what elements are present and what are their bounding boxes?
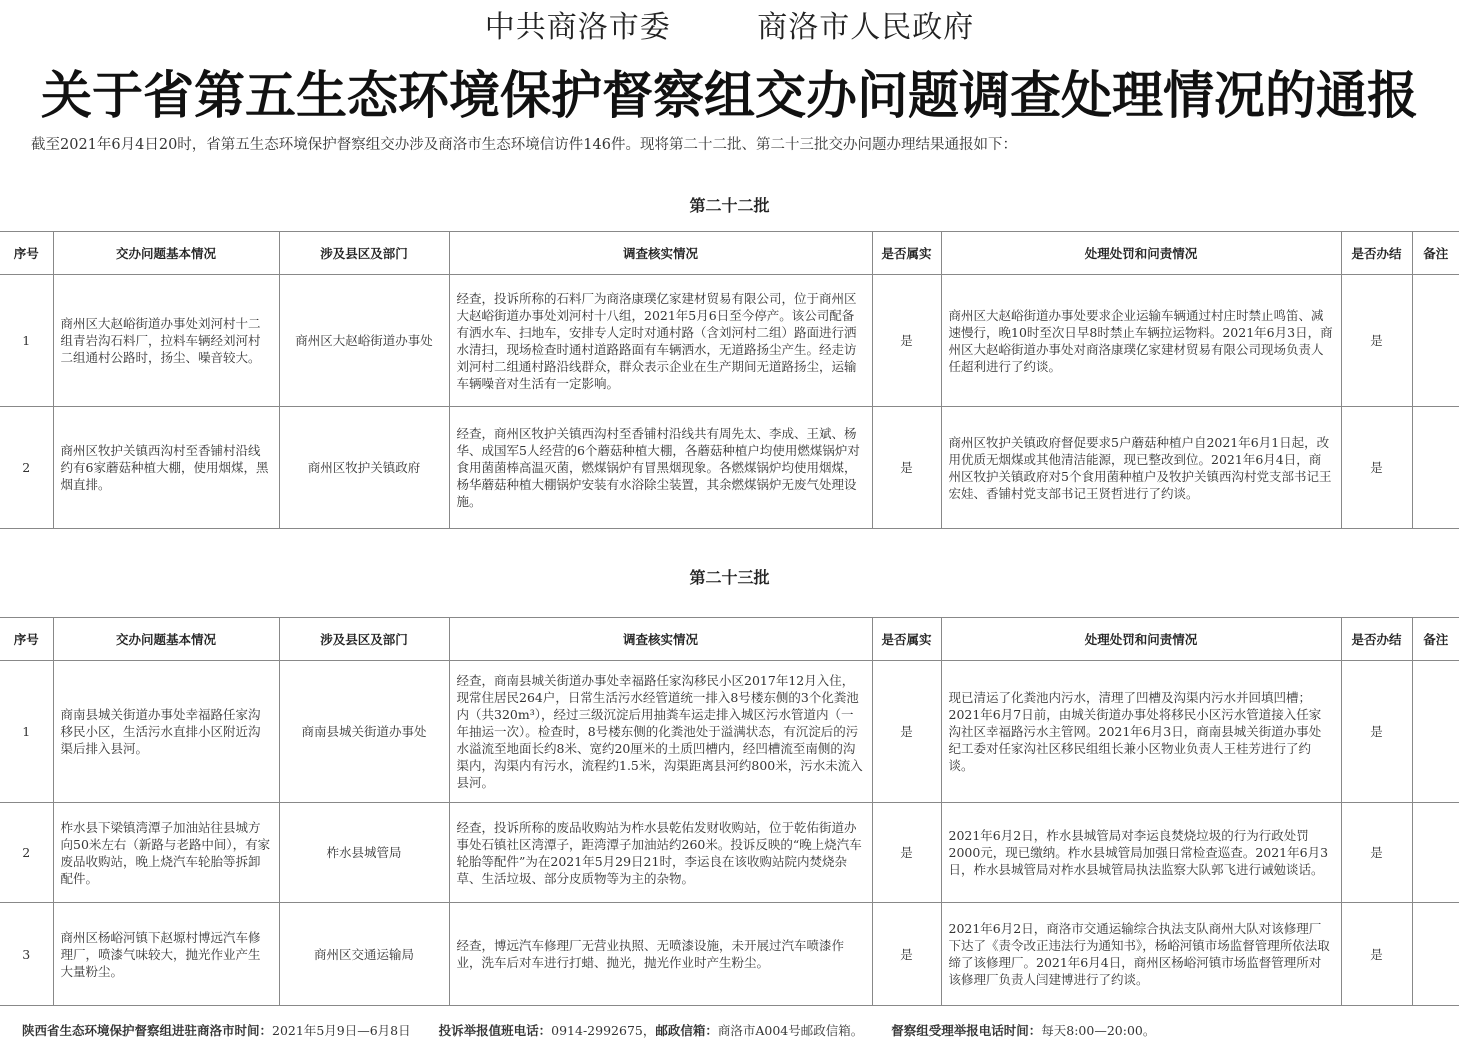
- cell-investigation: 经查，投诉所称的废品收购站为柞水县乾佑发财收购站，位于乾佑街道办事处石镇社区湾潭子，距湾潭子加油站约260米。投诉反映的“晚上烧汽车轮胎等配件”为在2021年5月29日21时，李运良在该收购站院内焚烧杂草、生活垃圾、部分皮质物等为主的杂物。: [449, 803, 872, 903]
- cell-dept: 商州区交通运输局: [279, 903, 449, 1006]
- footer-hotline-label: 投诉举报值班电话：: [438, 1023, 552, 1038]
- col-header-dept: 涉及县区及部门: [279, 618, 449, 661]
- col-header-done: 是否办结: [1341, 232, 1412, 275]
- cell-true: 是: [872, 803, 941, 903]
- cell-done: 是: [1341, 803, 1412, 903]
- col-header-issue: 交办问题基本情况: [53, 232, 279, 275]
- footer-hours-label: 督察组受理举报电话时间：: [891, 1023, 1042, 1038]
- footer-mailbox-value: 商洛市A004号邮政信箱。: [717, 1023, 864, 1038]
- footer-hours: [891, 1021, 1155, 1039]
- col-header-done: 是否办结: [1341, 618, 1412, 661]
- cell-dept: 柞水县城管局: [279, 803, 449, 903]
- footer-hotline-value: 0914-2992675，: [551, 1023, 656, 1038]
- footer-mailbox-label: 邮政信箱：: [655, 1023, 718, 1038]
- cell-investigation: 经查，博远汽车修理厂无营业执照、无喷漆设施，未开展过汽车喷漆作业，洗车后对车进行打蜡、抛光，抛光作业时产生粉尘。: [449, 903, 872, 1006]
- footer-hours-value: 每天8:00—20:00。: [1041, 1023, 1156, 1038]
- cell-handling: 商州区牧护关镇政府督促要求5户蘑菇种植户自2021年6月1日起，改用优质无烟煤或其他清洁能源，现已整改到位。2021年6月4日，商州区牧护关镇政府对5个食用菌种植户及牧护关镇西沟村党支部书记王宏娃、香铺村党支部书记王贤哲进行了约谈。: [941, 407, 1341, 529]
- cell-remark: [1412, 407, 1459, 529]
- cell-true: 是: [872, 407, 941, 529]
- batch-title-23: 第二十三批: [689, 568, 770, 587]
- cell-remark: [1412, 903, 1459, 1006]
- col-header-issue: 交办问题基本情况: [53, 618, 279, 661]
- cell-remark: [1412, 275, 1459, 407]
- cell-true: 是: [872, 661, 941, 803]
- cell-dept: 商南县城关街道办事处: [279, 661, 449, 803]
- cell-handling: 商州区大赵峪街道办事处要求企业运输车辆通过村庄时禁止鸣笛、减速慢行，晚10时至次日早8时禁止车辆拉运物料。2021年6月3日，商州区大赵峪街道办事处对商洛康璞亿家建材贸易有限公司现场负责人任超利进行了约谈。: [941, 275, 1341, 407]
- cell-dept: 商州区牧护关镇政府: [279, 407, 449, 529]
- cell-issue: 商州区大赵峪街道办事处刘河村十二组青岩沟石料厂，拉料车辆经刘河村二组通村公路时，扬尘、噪音较大。: [53, 275, 279, 407]
- cell-no: 2: [0, 407, 53, 529]
- footer-stay-period: [22, 1021, 411, 1039]
- cell-done: 是: [1341, 275, 1412, 407]
- col-header-remark: 备注: [1412, 232, 1459, 275]
- cell-remark: [1412, 803, 1459, 903]
- page-title: 关于省第五生态环境保护督察组交办问题调查处理情况的通报: [40, 67, 1418, 126]
- col-header-no: 序号: [0, 618, 53, 661]
- cell-issue: 商州区牧护关镇西沟村至香铺村沿线约有6家蘑菇种植大棚，使用烟煤，黑烟直排。: [53, 407, 279, 529]
- footer-stay-label: 陕西省生态环境保护督察组进驻商洛市时间：: [22, 1023, 273, 1038]
- cell-done: 是: [1341, 661, 1412, 803]
- cell-done: 是: [1341, 903, 1412, 1006]
- batch-table-22: [0, 231, 1459, 529]
- cell-no: 3: [0, 903, 53, 1006]
- col-header-investigation: 调查核实情况: [449, 232, 872, 275]
- cell-no: 1: [0, 661, 53, 803]
- table-row: [0, 903, 1459, 1006]
- table-header-row: [0, 618, 1459, 661]
- footer-contact-info: [22, 1021, 1442, 1039]
- batch-title-22: 第二十二批: [689, 196, 770, 215]
- footer-stay-value: 2021年5月9日—6月8日: [272, 1023, 411, 1038]
- cell-issue: 商南县城关街道办事处幸福路任家沟移民小区，生活污水直排小区附近沟渠后排入县河。: [53, 661, 279, 803]
- cell-true: 是: [872, 275, 941, 407]
- cell-no: 2: [0, 803, 53, 903]
- issuing-authorities: [0, 2, 1459, 46]
- table-row: [0, 275, 1459, 407]
- batch-table-23: [0, 617, 1459, 1006]
- col-header-no: 序号: [0, 232, 53, 275]
- col-header-remark: 备注: [1412, 618, 1459, 661]
- table-row: [0, 407, 1459, 529]
- issuer-party-committee: 中共商洛市委: [484, 10, 671, 45]
- cell-investigation: 经查，商南县城关街道办事处幸福路任家沟移民小区2017年12月入住，现常住居民264户，日常生活污水经管道统一排入8号楼东侧的3个化粪池内（共320m³），经过三级沉淀后用抽粪车运走排入城区污水管道内（一年抽运一次）。检查时，8号楼东侧的化粪池处于溢满状态，有沉淀后的污水溢流至地面长约8米、宽约20厘米的土质凹槽内，经凹槽流至南侧的沟渠内，沟渠内有污水，流程约1.5米，沟渠距离县河约800米，污水未流入县河。: [449, 661, 872, 803]
- col-header-handling: 处理处罚和问责情况: [941, 618, 1341, 661]
- table-header-row: [0, 232, 1459, 275]
- issuer-government: 商洛市人民政府: [757, 10, 975, 45]
- cell-issue: 柞水县下梁镇湾潭子加油站往县城方向50米左右（新路与老路中间），有家废品收购站，晚上烧汽车轮胎等拆卸配件。: [53, 803, 279, 903]
- footer-hotline: [439, 1021, 864, 1039]
- cell-investigation: 经查，商州区牧护关镇西沟村至香铺村沿线共有周先太、李成、王斌、杨华、成国军5人经营的6个蘑菇种植大棚，各蘑菇种植户均使用燃煤锅炉对食用菌菌棒高温灭菌，燃煤锅炉有冒黑烟现象。各燃煤锅炉均使用烟煤，杨华蘑菇种植大棚锅炉安装有水浴除尘装置，其余燃煤锅炉无废气处理设施。: [449, 407, 872, 529]
- col-header-true: 是否属实: [872, 232, 941, 275]
- cell-remark: [1412, 661, 1459, 803]
- cell-investigation: 经查，投诉所称的石料厂为商洛康璞亿家建材贸易有限公司，位于商州区大赵峪街道办事处刘河村十八组，2021年5月6日至今停产。该公司配备有洒水车、扫地车，安排专人定时对通村路（含刘河村二组）路面进行洒水清扫，现场检查时通村道路路面有车辆洒水，无道路扬尘产生。经走访刘河村二组通村路沿线群众，群众表示企业在生产期间无道路扬尘，运输车辆噪音对生活有一定影响。: [449, 275, 872, 407]
- cell-issue: 商州区杨峪河镇下赵塬村博远汽车修理厂，喷漆气味较大，抛光作业产生大量粉尘。: [53, 903, 279, 1006]
- col-header-investigation: 调查核实情况: [449, 618, 872, 661]
- cell-dept: 商州区大赵峪街道办事处: [279, 275, 449, 407]
- table-row: [0, 803, 1459, 903]
- cell-true: 是: [872, 903, 941, 1006]
- intro-paragraph: 截至2021年6月4日20时，省第五生态环境保护督察组交办涉及商洛市生态环境信访件146件。现将第二十二批、第二十三批交办问题办理结果通报如下：: [31, 137, 1017, 153]
- table-row: [0, 661, 1459, 803]
- col-header-true: 是否属实: [872, 618, 941, 661]
- col-header-handling: 处理处罚和问责情况: [941, 232, 1341, 275]
- cell-done: 是: [1341, 407, 1412, 529]
- cell-handling: 2021年6月2日，商洛市交通运输综合执法支队商州大队对该修理厂下达了《责令改正违法行为通知书》，杨峪河镇市场监督管理所依法取缔了该修理厂。2021年6月4日，商州区杨峪河镇市场监督管理所对该修理厂负责人闫建博进行了约谈。: [941, 903, 1341, 1006]
- col-header-dept: 涉及县区及部门: [279, 232, 449, 275]
- cell-handling: 现已清运了化粪池内污水，清理了凹槽及沟渠内污水并回填凹槽；2021年6月7日前，由城关街道办事处将移民小区污水管道接入任家沟社区幸福路污水主管网。2021年6月3日，商南县城关街道办事处纪工委对任家沟社区移民组组长兼小区物业负责人王桂芳进行了约谈。: [941, 661, 1341, 803]
- cell-handling: 2021年6月2日，柞水县城管局对李运良焚烧垃圾的行为行政处罚2000元，现已缴纳。柞水县城管局加强日常检查巡查。2021年6月3日，柞水县城管局对柞水县城管局执法监察大队郭飞进行诫勉谈话。: [941, 803, 1341, 903]
- cell-no: 1: [0, 275, 53, 407]
